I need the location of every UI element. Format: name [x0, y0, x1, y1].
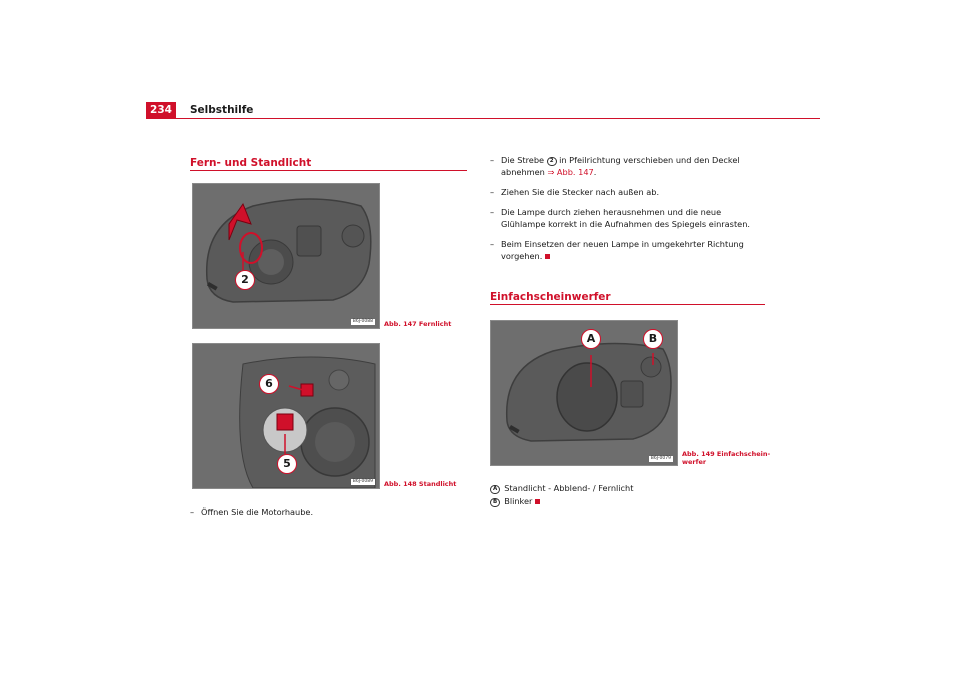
step-open-hood: [190, 506, 460, 518]
section-rule-right: [490, 304, 765, 305]
figure-code: B6J-0079: [650, 456, 671, 461]
figure-code: B6J-0089: [352, 479, 373, 484]
inline-callout-2: 2: [547, 157, 557, 166]
page-number: 234: [146, 102, 176, 118]
step-text: Die Lampe durch ziehen herausnehmen und die neue Glühlampe korrekt in die Aufnahmen des Spiegels einrasten.: [501, 207, 750, 229]
running-head: Selbsthilfe: [190, 104, 254, 116]
step-text-tail: .: [593, 167, 597, 177]
step-stecker: [490, 186, 765, 198]
legend-text: Blinker: [504, 496, 533, 506]
callout-6: 6: [259, 374, 279, 394]
caption-149-line1: Abb. 149 Einfachschein-: [682, 450, 771, 458]
callout-b: B: [643, 329, 663, 349]
legend-text: Standlicht - Abblend- / Fernlicht: [504, 483, 634, 493]
step-text-pre: Die Strebe: [501, 155, 547, 165]
section-title-fern-standlicht: Fern- und Standlicht: [190, 157, 312, 169]
step-strebe: [490, 154, 765, 178]
cross-reference-link[interactable]: Abb. 147: [554, 167, 594, 177]
step-lampe: [490, 206, 765, 230]
legend-item-b: [490, 495, 540, 507]
figure-148-standlicht: [192, 343, 380, 489]
caption-148: Abb. 148 Standlicht: [384, 480, 457, 488]
section-title-einfachscheinwerfer: Einfachscheinwerfer: [490, 291, 611, 303]
step-einsetzen: [490, 238, 765, 262]
figure-code: B6J-0088: [352, 319, 373, 324]
step-dash: –: [490, 187, 495, 197]
step-text-post: in Pfeilrichtung verschieben und den Deckel abnehmen: [501, 155, 740, 177]
legend-badge-b: B: [490, 498, 500, 507]
step-dash: –: [490, 155, 495, 165]
callout-a: A: [581, 329, 601, 349]
step-text: Öffnen Sie die Motorhaube.: [201, 507, 314, 517]
cross-reference-arrow: ⇒: [547, 167, 555, 177]
caption-149: [682, 450, 770, 466]
caption-149-line2: werfer: [682, 458, 707, 466]
legend-item-a: [490, 482, 633, 494]
end-of-section-icon: [535, 499, 540, 504]
headlight-illustration: [193, 184, 379, 328]
step-dash: –: [490, 239, 495, 249]
step-dash: –: [190, 507, 195, 517]
figure-149-einfachscheinwerfer: [490, 320, 678, 466]
caption-147: Abb. 147 Fernlicht: [384, 320, 452, 328]
end-of-section-icon: [545, 254, 550, 259]
step-text: Beim Einsetzen der neuen Lampe in umgekehrter Richtung vorgehen.: [501, 239, 744, 261]
section-rule-left: [190, 170, 467, 171]
step-dash: –: [490, 207, 495, 217]
header-rule: [146, 118, 820, 119]
legend-badge-a: A: [490, 485, 500, 494]
step-text: Ziehen Sie die Stecker nach außen ab.: [501, 187, 660, 197]
callout-5: 5: [277, 454, 297, 474]
figure-147-fernlicht: [192, 183, 380, 329]
callout-2: 2: [235, 270, 255, 290]
